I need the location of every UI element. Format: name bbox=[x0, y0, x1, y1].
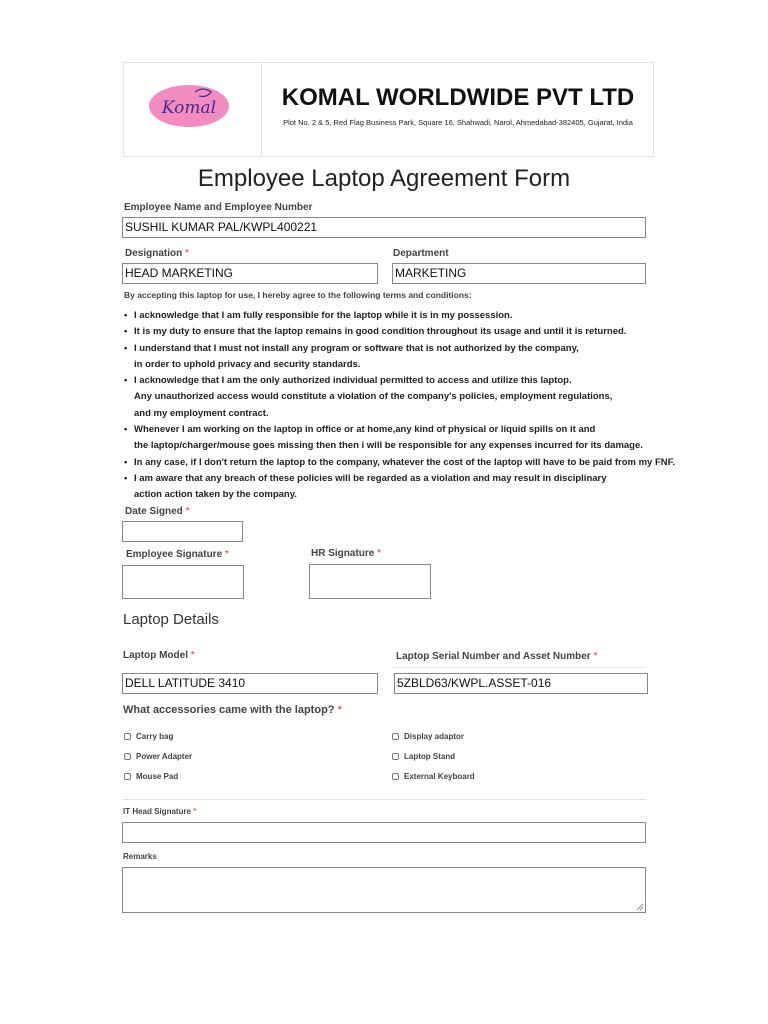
required-mark: * bbox=[377, 548, 382, 559]
employee-signature-label-text: Employee Signature bbox=[126, 549, 223, 560]
checkbox[interactable] bbox=[392, 733, 399, 740]
company-name: KOMAL WORLDWIDE PVT LTD bbox=[281, 84, 635, 111]
checkbox[interactable] bbox=[392, 773, 399, 780]
serial-number-field[interactable]: 5ZBLD63/KWPL.ASSET-016 bbox=[394, 673, 648, 694]
accessory-label: Display adaptor bbox=[404, 732, 465, 741]
date-signed-field[interactable] bbox=[122, 521, 243, 542]
term-line: It is my duty to ensure that the laptop remains in good condition throughout its usage and until it is returned. bbox=[134, 326, 627, 338]
accessory-label: Mouse Pad bbox=[136, 772, 179, 781]
company-logo bbox=[123, 62, 262, 157]
term-line: and my employment contract. bbox=[134, 407, 269, 419]
date-signed-label bbox=[125, 506, 189, 517]
accessory-label: External Keyboard bbox=[404, 772, 475, 781]
hr-signature-label bbox=[311, 548, 381, 559]
required-mark: * bbox=[185, 506, 190, 517]
accessory-external-keyboard[interactable] bbox=[392, 772, 475, 781]
term-item bbox=[124, 373, 675, 422]
department-label: Department bbox=[393, 248, 449, 259]
it-head-signature-label bbox=[123, 807, 196, 816]
employee-signature-box[interactable] bbox=[122, 565, 244, 599]
term-line: the laptop/charger/mouse goes missing then then i will be responsible for any expenses incurred for its damage. bbox=[134, 440, 643, 452]
required-mark: * bbox=[193, 807, 197, 816]
it-head-signature-field[interactable] bbox=[122, 822, 646, 843]
accessory-mouse-pad[interactable] bbox=[124, 772, 178, 781]
designation-label-text: Designation bbox=[125, 248, 183, 259]
accessory-label: Laptop Stand bbox=[404, 752, 456, 761]
serial-number-label-text: Laptop Serial Number and Asset Number bbox=[396, 651, 591, 662]
accessory-laptop-stand[interactable] bbox=[392, 752, 455, 761]
term-item bbox=[124, 308, 675, 324]
required-mark: * bbox=[224, 549, 229, 560]
laptop-details-title: Laptop Details bbox=[123, 611, 219, 628]
checkbox[interactable] bbox=[124, 753, 131, 760]
term-line: Any unauthorized access would constitute a violation of the company's policies, employment regulations, bbox=[134, 391, 613, 403]
company-address: Plot No. 2 & 5, Red Flag Business Park, Square 16, Shahwadi, Narol, Ahmedabad-382405, Gujarat, India bbox=[283, 118, 633, 127]
department-field[interactable]: MARKETING bbox=[392, 263, 646, 284]
accessory-power-adapter[interactable] bbox=[124, 752, 192, 761]
employee-name-field[interactable]: SUSHIL KUMAR PAL/KWPL400221 bbox=[122, 217, 646, 238]
designation-field[interactable]: HEAD MARKETING bbox=[122, 263, 378, 284]
required-mark: * bbox=[337, 704, 342, 716]
term-line: Whenever I am working on the laptop in office or at home,any kind of physical or liquid spills on it and bbox=[134, 424, 596, 436]
term-line: I acknowledge that I am the only authorized individual permitted to access and utilize this laptop. bbox=[134, 375, 572, 387]
accessories-label bbox=[123, 704, 342, 716]
term-line: in order to uphold privacy and security standards. bbox=[134, 358, 361, 370]
remarks-textarea[interactable] bbox=[122, 867, 646, 913]
accessory-label: Power Adapter bbox=[136, 752, 193, 761]
date-signed-label-text: Date Signed bbox=[125, 506, 183, 517]
divider bbox=[123, 799, 646, 800]
terms-list bbox=[124, 308, 675, 504]
term-item bbox=[124, 341, 675, 374]
divider bbox=[393, 667, 646, 668]
term-item bbox=[124, 422, 675, 455]
remarks-label: Remarks bbox=[123, 852, 157, 861]
laptop-model-field[interactable]: DELL LATITUDE 3410 bbox=[122, 673, 378, 694]
logo-cell bbox=[123, 62, 262, 157]
laptop-model-label-text: Laptop Model bbox=[123, 650, 188, 661]
laptop-model-label bbox=[123, 650, 195, 661]
checkbox[interactable] bbox=[124, 733, 131, 740]
required-mark: * bbox=[190, 650, 195, 661]
checkbox[interactable] bbox=[124, 773, 131, 780]
hr-signature-label-text: HR Signature bbox=[311, 548, 375, 559]
checkbox[interactable] bbox=[392, 753, 399, 760]
accessory-carry-bag[interactable] bbox=[124, 732, 173, 741]
term-item bbox=[124, 471, 675, 504]
term-line: I understand that I must not install any program or software that is not authorized by the company, bbox=[134, 342, 579, 354]
serial-number-label bbox=[396, 651, 597, 662]
employee-name-label: Employee Name and Employee Number bbox=[124, 202, 313, 213]
accessory-label: Carry bag bbox=[136, 732, 174, 741]
resize-handle-icon[interactable] bbox=[636, 903, 644, 911]
term-item bbox=[124, 455, 675, 471]
accessories-label-text: What accessories came with the laptop? bbox=[123, 704, 335, 716]
form-title: Employee Laptop Agreement Form bbox=[197, 165, 571, 192]
term-line: I acknowledge that I am fully responsible for the laptop while it is in my possession. bbox=[134, 310, 513, 321]
it-head-signature-label-text: IT Head Signature bbox=[123, 807, 192, 816]
term-line: action action taken by the company. bbox=[134, 489, 297, 501]
required-mark: * bbox=[593, 651, 598, 662]
designation-label bbox=[125, 248, 189, 259]
term-line: In any case, if I don't return the laptop to the company, whatever the cost of the laptop will have to be paid from my FNF. bbox=[134, 456, 676, 468]
required-mark: * bbox=[185, 248, 189, 259]
terms-intro: By accepting this laptop for use, I hereby agree to the following terms and conditions: bbox=[124, 290, 472, 300]
term-line: I am aware that any breach of these policies will be regarded as a violation and may result in disciplinary bbox=[134, 472, 607, 484]
hr-signature-box[interactable] bbox=[309, 564, 431, 599]
term-item bbox=[124, 324, 675, 340]
employee-signature-label bbox=[126, 549, 229, 560]
accessory-display-adaptor[interactable] bbox=[392, 732, 464, 741]
logo-text: Komal bbox=[161, 98, 217, 118]
